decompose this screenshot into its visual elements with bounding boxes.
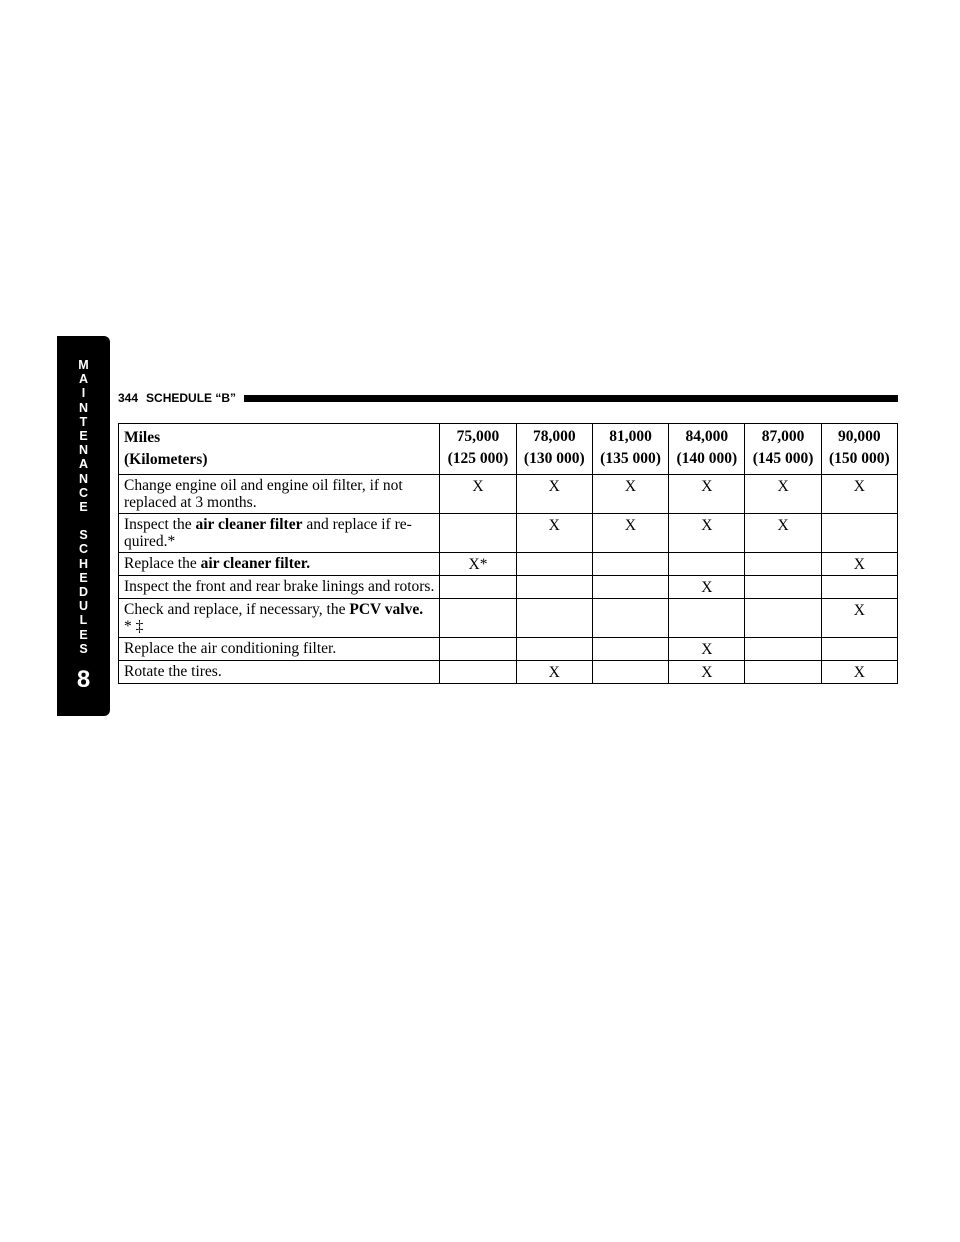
task-part: Inspect the front and rear brake linings and rotors.	[124, 578, 435, 595]
interval-miles: 84,000	[685, 428, 729, 445]
schedule-mark	[440, 599, 516, 638]
tab-letter: S	[79, 641, 88, 656]
schedule-mark	[516, 553, 592, 576]
tab-letter: N	[78, 443, 89, 458]
task-part-emphasis: PCV valve.	[349, 601, 424, 618]
section-number: 8	[76, 666, 91, 693]
header-rule	[244, 395, 898, 402]
miles-label: Miles	[124, 429, 161, 446]
table-header-row	[119, 424, 898, 475]
schedule-mark: X	[440, 475, 516, 514]
interval-miles: 81,000	[609, 428, 652, 445]
tab-letter: I	[81, 386, 86, 401]
table-row	[119, 599, 898, 638]
schedule-mark	[516, 576, 592, 599]
interval-kilometers: (140 000)	[676, 450, 738, 467]
schedule-mark	[592, 638, 668, 661]
interval-header	[669, 424, 745, 475]
interval-label-header	[119, 424, 440, 475]
schedule-mark: X	[669, 576, 745, 599]
schedule-mark	[821, 514, 897, 553]
schedule-mark: X	[592, 514, 668, 553]
schedule-mark: X	[821, 661, 897, 684]
schedule-mark	[745, 638, 821, 661]
interval-header	[745, 424, 821, 475]
task-part: Replace the	[124, 555, 201, 572]
task-part: * ‡	[124, 618, 144, 635]
tab-letter: A	[78, 457, 89, 472]
schedule-mark: X	[516, 661, 592, 684]
interval-kilometers: (145 000)	[752, 450, 814, 467]
task-part: Inspect the	[124, 516, 196, 533]
table-row	[119, 576, 898, 599]
schedule-mark	[821, 638, 897, 661]
interval-kilometers: (125 000)	[447, 450, 509, 467]
task-description	[119, 514, 440, 553]
tab-letter: T	[79, 414, 88, 429]
schedule-mark	[821, 576, 897, 599]
page-number: 344	[118, 391, 139, 405]
schedule-mark	[592, 576, 668, 599]
table-row	[119, 638, 898, 661]
page-header	[118, 391, 898, 405]
page-title: SCHEDULE “B”	[146, 391, 237, 405]
schedule-mark: X	[516, 475, 592, 514]
tab-letter: S	[79, 528, 88, 543]
task-description	[119, 576, 440, 599]
schedule-mark: X	[669, 638, 745, 661]
schedule-mark	[440, 638, 516, 661]
tab-letter: E	[79, 500, 88, 515]
schedule-mark	[745, 599, 821, 638]
tab-letter: E	[79, 570, 88, 585]
schedule-mark	[440, 514, 516, 553]
table-row	[119, 475, 898, 514]
tab-letter: E	[79, 627, 88, 642]
tab-letter: C	[78, 485, 89, 500]
schedule-mark: X	[516, 514, 592, 553]
interval-miles: 87,000	[761, 428, 805, 445]
interval-kilometers: (150 000)	[828, 450, 890, 467]
task-part-emphasis: air cleaner filter.	[200, 555, 311, 572]
schedule-mark	[592, 599, 668, 638]
task-part: Replace the air conditioning filter.	[124, 640, 337, 657]
task-description	[119, 638, 440, 661]
interval-header	[592, 424, 668, 475]
schedule-mark	[745, 553, 821, 576]
tab-letter: H	[78, 556, 89, 571]
tab-letter: D	[78, 585, 89, 600]
kilometers-label: (Kilometers)	[124, 451, 208, 468]
task-part: Check and replace, if necessary, the	[124, 601, 350, 618]
schedule-mark: X*	[440, 553, 516, 576]
tab-letter: L	[79, 613, 88, 628]
task-description	[119, 553, 440, 576]
schedule-mark: X	[592, 475, 668, 514]
task-part: and replace if re-quired.*	[124, 516, 412, 550]
maintenance-schedule-table	[118, 423, 898, 684]
schedule-mark: X	[821, 599, 897, 638]
table-body	[119, 475, 898, 684]
interval-header	[821, 424, 897, 475]
schedule-mark	[592, 661, 668, 684]
tab-letter: M	[78, 358, 89, 372]
interval-kilometers: (130 000)	[523, 450, 585, 467]
section-tab	[57, 336, 110, 716]
tab-letter: C	[78, 542, 89, 557]
schedule-mark: X	[669, 661, 745, 684]
schedule-mark	[440, 661, 516, 684]
tab-letter: U	[78, 599, 89, 614]
task-part-emphasis: air cleaner filter	[195, 516, 303, 533]
schedule-mark: X	[669, 514, 745, 553]
schedule-mark: X	[669, 475, 745, 514]
table-row	[119, 553, 898, 576]
schedule-mark	[745, 576, 821, 599]
tab-letter: A	[78, 372, 89, 387]
schedule-mark: X	[821, 475, 897, 514]
tab-letter: N	[78, 471, 89, 486]
schedule-mark	[516, 599, 592, 638]
interval-miles: 90,000	[838, 428, 881, 445]
interval-miles: 75,000	[456, 428, 500, 445]
table-row	[119, 661, 898, 684]
tab-letter: N	[78, 400, 89, 415]
task-description	[119, 661, 440, 684]
schedule-mark	[669, 553, 745, 576]
schedule-mark	[669, 599, 745, 638]
task-description	[119, 599, 440, 638]
schedule-mark	[592, 553, 668, 576]
interval-header	[440, 424, 516, 475]
schedule-mark: X	[745, 514, 821, 553]
interval-kilometers: (135 000)	[600, 450, 661, 467]
interval-header	[516, 424, 592, 475]
schedule-mark	[516, 638, 592, 661]
task-description	[119, 475, 440, 514]
section-tab-title	[57, 358, 110, 656]
task-part: Rotate the tires.	[124, 663, 222, 680]
table-row	[119, 514, 898, 553]
schedule-mark	[440, 576, 516, 599]
tab-letter: E	[79, 429, 88, 444]
schedule-mark: X	[821, 553, 897, 576]
schedule-mark	[745, 661, 821, 684]
schedule-mark: X	[745, 475, 821, 514]
interval-miles: 78,000	[532, 428, 576, 445]
task-part: Change engine oil and engine oil filter, if not replaced at 3 months.	[124, 477, 403, 511]
